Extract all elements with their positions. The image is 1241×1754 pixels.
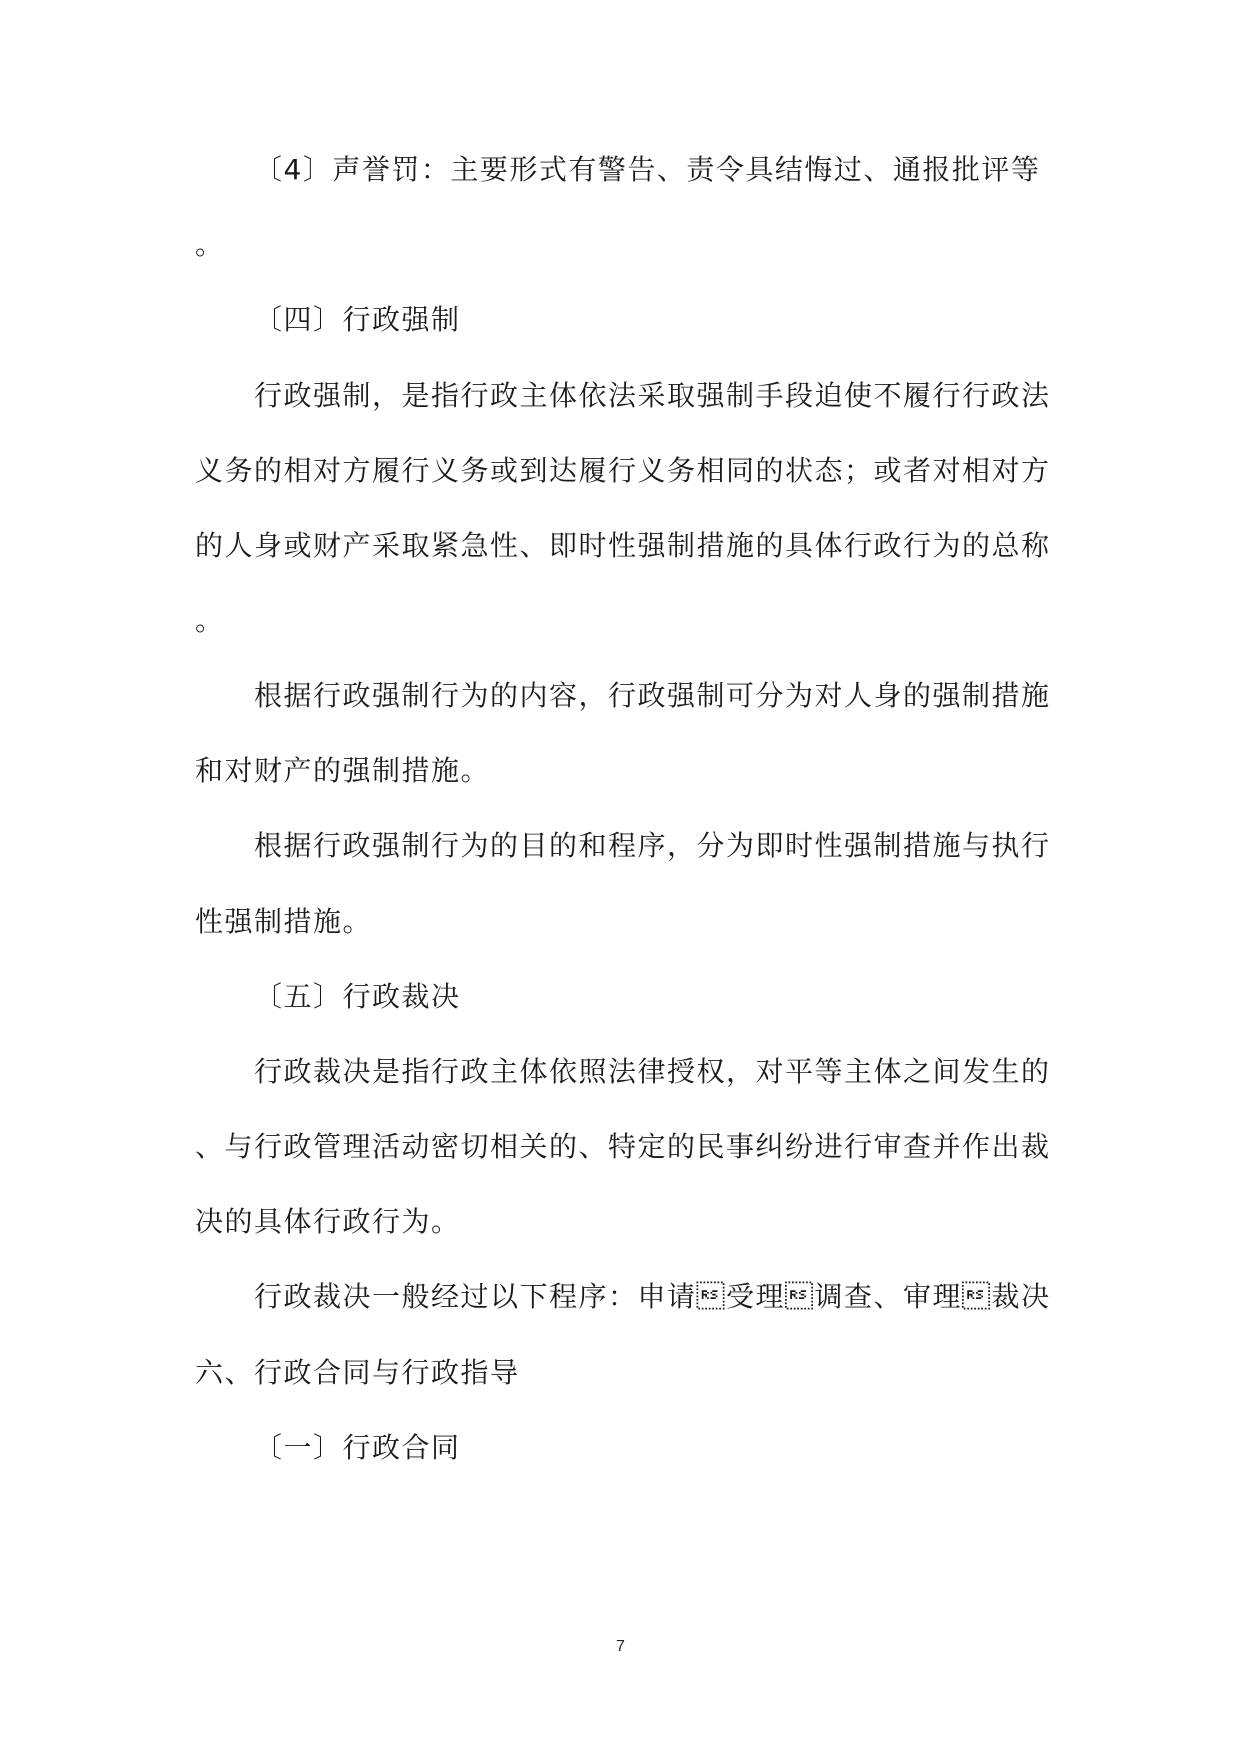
text-line-7: 。: [195, 604, 225, 637]
text-line-11: 性强制措施。: [195, 905, 373, 938]
text-line-8: 根据行政强制行为的内容，行政强制可分为对人身的强制措施: [254, 679, 1051, 712]
page-number: 7: [616, 1638, 625, 1655]
text-line-6: 的人身或财产采取紧急性、即时性强制措施的具体行政行为的总称: [195, 529, 1051, 562]
section-heading-5: 〔五〕行政裁决: [254, 980, 461, 1013]
text-line-10: 根据行政强制行为的目的和程序，分为即时性强制措施与执行: [254, 829, 1051, 862]
section-heading-4: 〔四〕行政强制: [254, 303, 461, 336]
text-line-1: 〔4〕声誉罚：主要形式有警告、责令具结悔过、通报批评等: [254, 153, 1041, 186]
text-line-14: 、与行政管理活动密切相关的、特定的民事纠纷进行审查并作出裁: [195, 1130, 1051, 1163]
section-heading-1: 〔一〕行政合同: [254, 1431, 461, 1464]
text-line-4: 行政强制，是指行政主体依法采取强制手段迫使不履行行政法: [254, 379, 1051, 412]
text-line-16: 行政裁决一般经过以下程序：申请 受理 调查、审理 裁决: [254, 1280, 1051, 1313]
text-line-15: 决的具体行政行为。: [195, 1205, 461, 1238]
text-line-2: 。: [195, 228, 225, 261]
chapter-heading-6: 六、行政合同与行政指导: [195, 1356, 520, 1389]
text-line-5: 义务的相对方履行义务或到达履行义务相同的状态；或者对相对方: [195, 454, 1051, 487]
text-line-9: 和对财产的强制措施。: [195, 754, 491, 787]
text-line-13: 行政裁决是指行政主体依照法律授权，对平等主体之间发生的: [254, 1055, 1051, 1088]
